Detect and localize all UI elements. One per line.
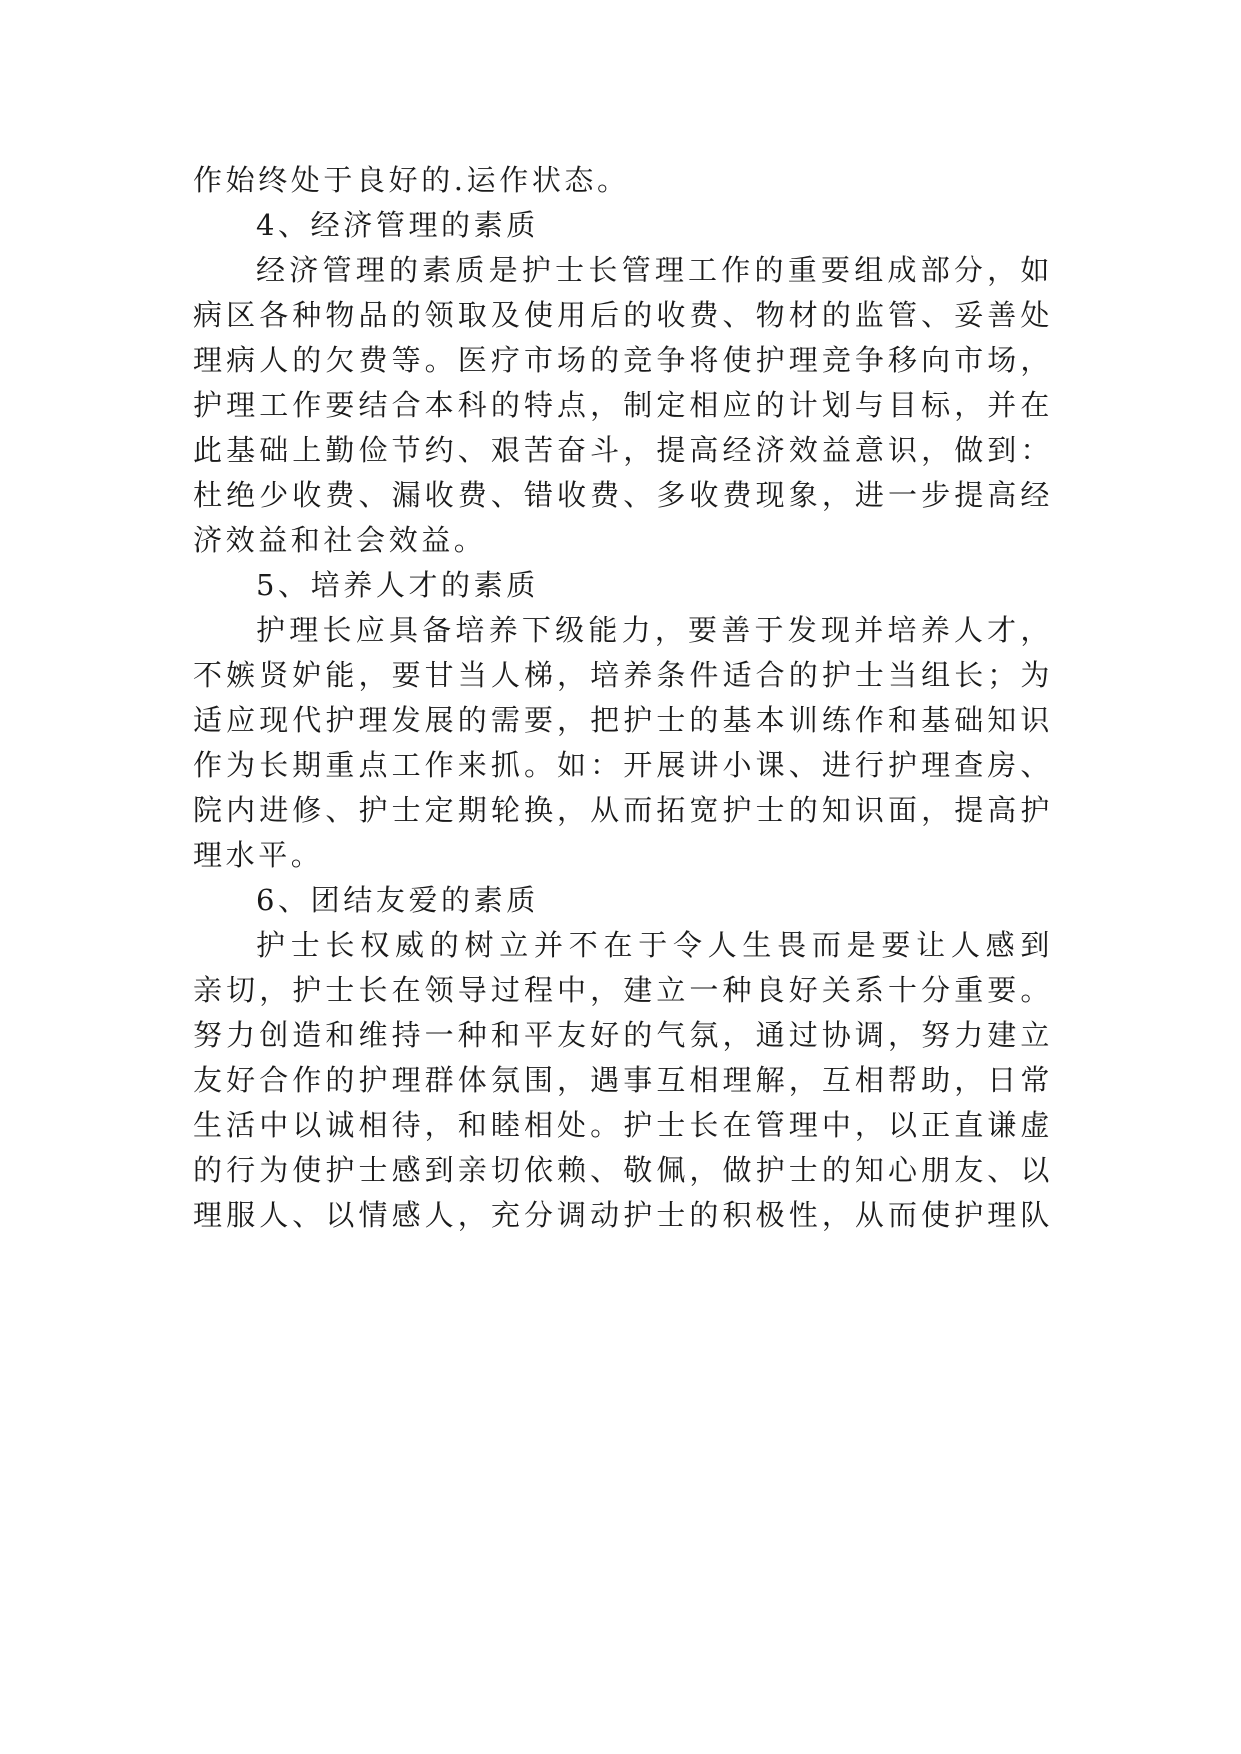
section-heading: 5、培养人才的素质 xyxy=(256,568,539,602)
body-line: 护理工作要结合本科的特点，制定相应的计划与目标，并在 xyxy=(193,388,1053,422)
body-line: 此基础上勤俭节约、艰苦奋斗，提高经济效益意识，做到： xyxy=(193,433,1053,467)
body-line: 院内进修、护士定期轮换，从而拓宽护士的知识面，提高护 xyxy=(193,793,1053,827)
body-line: 生活中以诚相待，和睦相处。护士长在管理中，以正直谦虚 xyxy=(193,1108,1053,1142)
body-line: 理服人、以情感人，充分调动护士的积极性，从而使护理队 xyxy=(193,1198,1053,1232)
body-line: 病区各种物品的领取及使用后的收费、物材的监管、妥善处 xyxy=(193,298,1053,332)
document-body xyxy=(193,158,1053,1238)
body-line: 护理长应具备培养下级能力，要善于发现并培养人才， xyxy=(256,613,1053,647)
body-line: 护士长权威的树立并不在于令人生畏而是要让人感到 xyxy=(256,928,1053,962)
body-line: 理水平。 xyxy=(193,838,324,872)
body-line: 努力创造和维持一种和平友好的气氛，通过协调，努力建立 xyxy=(193,1018,1053,1052)
body-line: 理病人的欠费等。医疗市场的竞争将使护理竞争移向市场， xyxy=(193,343,1053,377)
body-line: 经济管理的素质是护士长管理工作的重要组成部分，如 xyxy=(256,253,1053,287)
section-heading: 6、团结友爱的素质 xyxy=(256,883,539,917)
body-line: 的行为使护士感到亲切依赖、敬佩，做护士的知心朋友、以 xyxy=(193,1153,1053,1187)
section-heading: 4、经济管理的素质 xyxy=(256,208,539,242)
body-line: 亲切，护士长在领导过程中，建立一种良好关系十分重要。 xyxy=(193,973,1053,1007)
body-line: 不嫉贤妒能，要甘当人梯，培养条件适合的护士当组长；为 xyxy=(193,658,1053,692)
body-line: 济效益和社会效益。 xyxy=(193,523,487,557)
body-line: 友好合作的护理群体氛围，遇事互相理解，互相帮助，日常 xyxy=(193,1063,1053,1097)
body-line: 作为长期重点工作来抓。如：开展讲小课、进行护理查房、 xyxy=(193,748,1053,782)
body-line: 适应现代护理发展的需要，把护士的基本训练作和基础知识 xyxy=(193,703,1053,737)
body-line: 杜绝少收费、漏收费、错收费、多收费现象，进一步提高经 xyxy=(193,478,1053,512)
body-line: 作始终处于良好的.运作状态。 xyxy=(193,163,630,197)
